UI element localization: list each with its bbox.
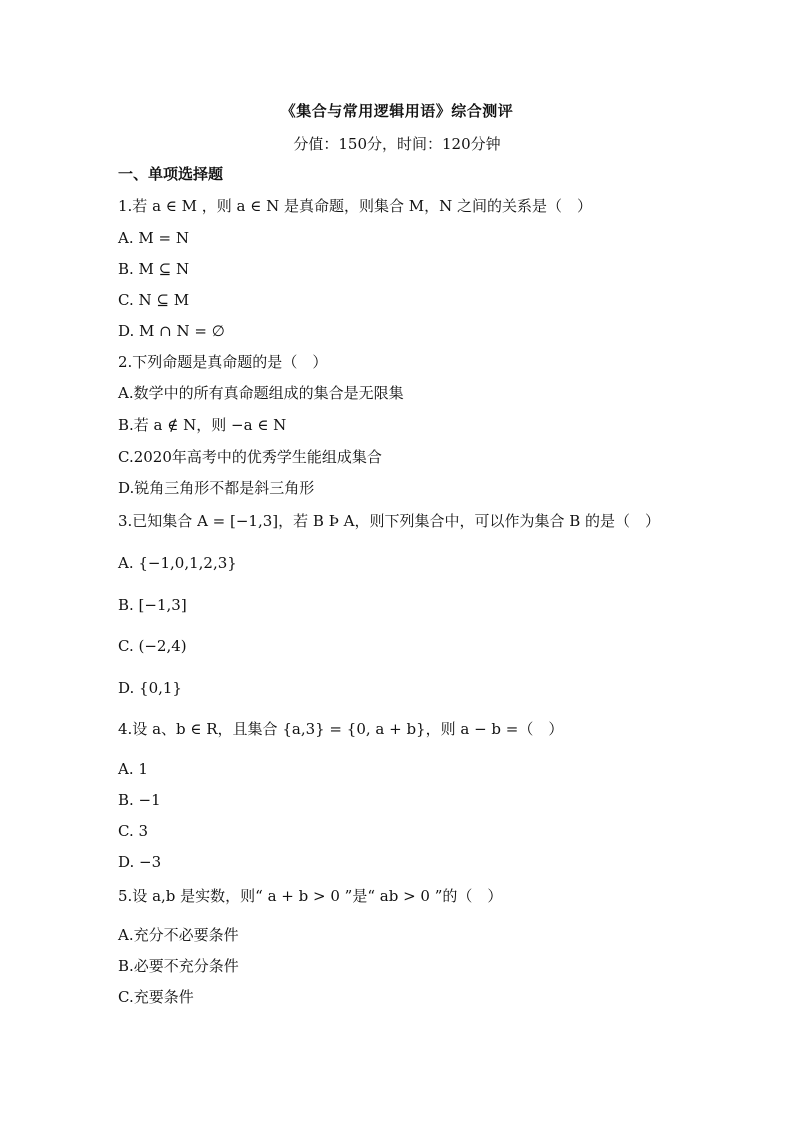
question-4-option-a: A. 1 <box>118 760 148 778</box>
question-1-option-c: C. N ⊆ M <box>118 291 190 309</box>
question-5-option-a: A.充分不必要条件 <box>118 926 239 944</box>
question-1-option-b: B. M ⊆ N <box>118 260 190 278</box>
question-3-option-b: B. [−1,3] <box>118 596 187 614</box>
question-5-option-c: C.充要条件 <box>118 988 194 1006</box>
question-3-option-d: D. {0,1} <box>118 679 182 697</box>
question-2-option-d: D.锐角三角形不都是斜三角形 <box>118 479 315 497</box>
question-4-option-b: B. −1 <box>118 791 161 809</box>
question-5-option-b: B.必要不充分条件 <box>118 957 239 975</box>
question-2-option-a: A.数学中的所有真命题组成的集合是无限集 <box>118 384 404 402</box>
score-time-info: 分值：150分，时间：120分钟 <box>293 135 501 153</box>
question-1-stem: 1.若 a ∈ M ，则 a ∈ N 是真命题，则集合 M，N 之间的关系是（ ） <box>118 197 593 215</box>
question-3-option-a: A. {−1,0,1,2,3} <box>118 554 237 572</box>
question-1-option-a: A. M = N <box>118 229 189 247</box>
question-3-stem: 3.已知集合 A = [−1,3]，若 B Þ A，则下列集合中，可以作为集合 B 的是（ ） <box>118 512 661 530</box>
question-4-option-c: C. 3 <box>118 822 149 840</box>
document-title: 《集合与常用逻辑用语》综合测评 <box>280 102 514 120</box>
question-2-option-c: C.2020年高考中的优秀学生能组成集合 <box>118 448 382 466</box>
question-2-option-b: B.若 a ∉ N，则 −a ∈ N <box>118 416 287 434</box>
section-heading: 一、单项选择题 <box>118 165 224 183</box>
question-3-option-c: C. (−2,4) <box>118 637 187 655</box>
question-4-option-d: D. −3 <box>118 853 162 871</box>
question-1-option-d: D. M ∩ N = ∅ <box>118 322 225 340</box>
question-5-stem: 5.设 a,b 是实数，则“ a + b > 0 ”是“ ab > 0 ”的（ ） <box>118 887 503 905</box>
question-2-stem: 2.下列命题是真命题的是（ ） <box>118 353 328 371</box>
question-4-stem: 4.设 a、b ∈ R，且集合 {a,3} = {0, a + b}，则 a − b =（ ） <box>118 720 564 738</box>
